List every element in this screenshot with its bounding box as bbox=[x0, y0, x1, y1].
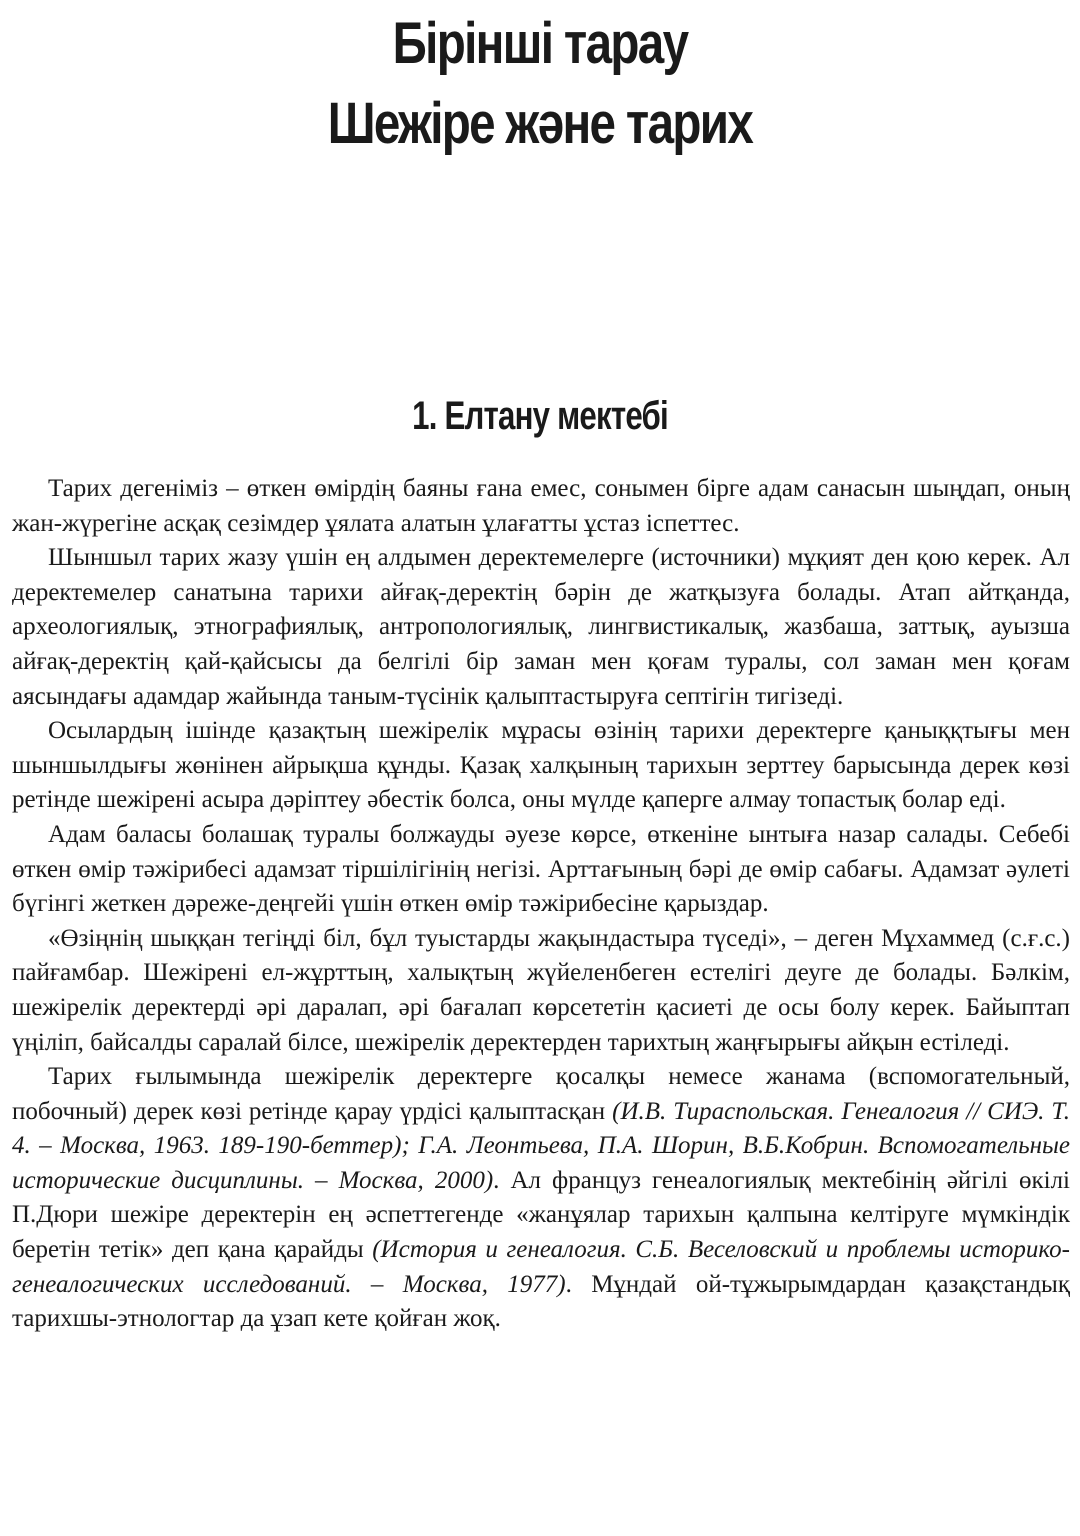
chapter-number: Бірінші тарау bbox=[392, 11, 688, 76]
paragraph: «Өзіңнің шыққан тегіңді біл, бұл туыстарды жақындастыра түседі», – деген Мұхаммед (с.ғ.с.) пайғамбар. Шежірені ел-жұрттың, халықтың жүйеленбеген естелігі деуге де болады. Бәлкім, шежірелік деректерді әрі даралап, әрі бағалап көрсететін қасиеті де осы болу керек. Байыптап үңіліп, байсалды саралай білсе, шежірелік деректерден тарихтың жаңғырығы айқын естіледі. bbox=[12, 924, 1070, 1056]
paragraph: Шыншыл тарих жазу үшін ең алдымен деректемелерге (источники) мұқият ден қою керек. Ал деректемелер санатына тарихи айғақ-деректің бәрін де жатқызуға болады. Атап айтқанда, археологиялық, этнографиялық, антропологиялық, лингвистикалық, жазбаша, заттық, ауызша айғақ-деректің қай-қайсысы да белгілі бір заман мен қоғам туралы, сол заман мен қоғам аясындағы адамдар жайында таным-түсінік қалыптастыруға септігін тигізеді. bbox=[12, 544, 1070, 710]
citation: (И.В. Тираспольская. Генеалогия // СИЭ. Т. 4. – Москва, 1963. 189-190-беттер); Г.А. Леонтьева, П.А. Шорин, В.Б.Кобрин. Вспомогательные исторические дисциплины. – Москва, 2000) bbox=[12, 1097, 1071, 1194]
chapter-name: Шежіре және тарих bbox=[327, 91, 753, 156]
citation: (История и генеалогия. С.Б. Веселовский и проблемы историко-генеалогических исследований. – Москва, 1977) bbox=[12, 1236, 1070, 1298]
paragraph-text: . Мұндай ой-тұжырымдардан қазақстандық тарихшы-этнологтар да ұзап кете қойған жоқ. bbox=[12, 1270, 1071, 1333]
paragraph: Адам баласы болашақ туралы болжауды әуезе көрсе, өткеніне ынтыға назар салады. Себебі өткен өмір тәжірибесі адамзат тіршілігінің негізі. Арттағының бәрі де өмір сабағы. Адамзат әулеті бүгінгі жеткен дәреже-деңгейі үшін өткен өмір тәжірибесіне қарыздар. bbox=[12, 820, 1070, 918]
chapter-title bbox=[97, 4, 983, 164]
body-text bbox=[12, 472, 1070, 1337]
paragraph-text: . Ал француз генеалогиялық мектебінің әйгілі өкілі П.Дюри шежіре деректерін ең әспеттегенде «жанұялар тарихын қалпына келтіруге мүмкіндік беретін тетік» деп қана қарайды bbox=[12, 1166, 1070, 1264]
paragraph: Тарих дегеніміз – өткен өмірдің баяны ғана емес, сонымен бірге адам санасын шыңдап, оның жан-жүрегіне асқақ сезімдер ұялата алатын ұлағатты ұстаз іспеттес. bbox=[12, 475, 1070, 537]
paragraph bbox=[12, 1060, 1070, 1337]
paragraph-text: Тарих ғылымында шежірелік деректерге қосалқы немесе жанама (вспомогательный, побочный) дерек көзі ретінде қарау үрдісі қалыптасқан bbox=[12, 1063, 1070, 1125]
section-title: 1. Елтану мектебі bbox=[412, 394, 668, 438]
paragraph: Осылардың ішінде қазақтың шежірелік мұрасы өзінің тарихи деректерге қаныққтығы мен шыншылдығы жөнінен айрықша құнды. Қазақ халқының тарихын зерттеу барысында дерек көзі ретінде шежірені асыра дәріптеу әбестік болса, оны мүлде қаперге алмау топастық болар еді. bbox=[12, 717, 1070, 814]
